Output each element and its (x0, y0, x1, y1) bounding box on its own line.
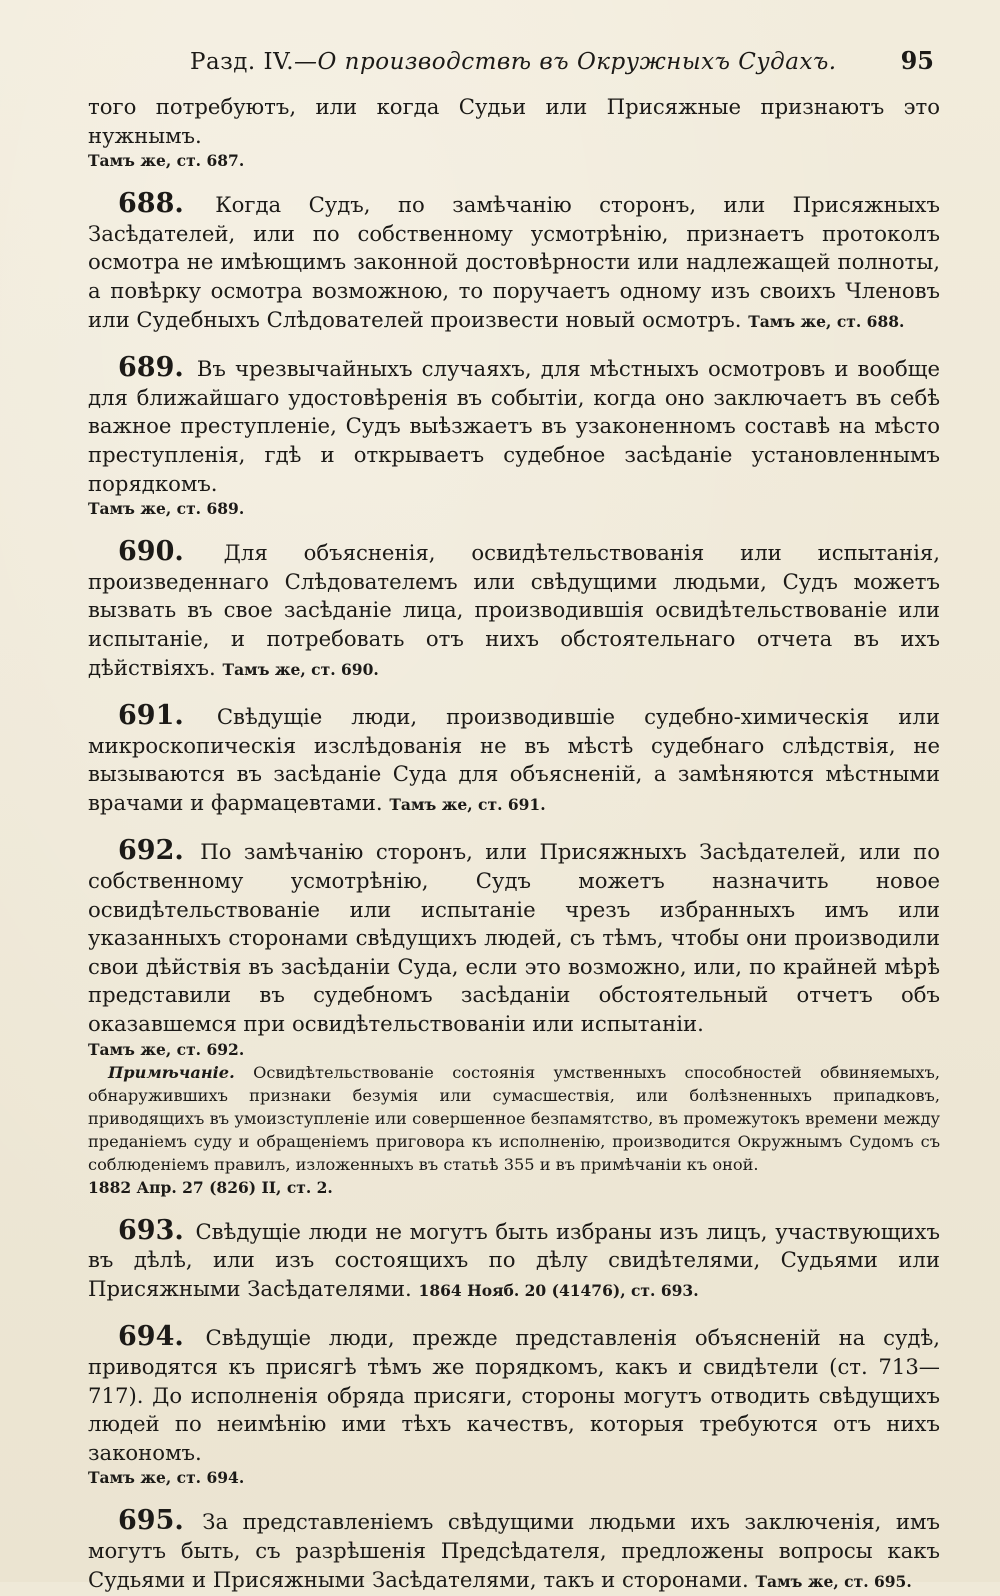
article-number: 692. (118, 835, 184, 867)
header-title (190, 49, 837, 75)
article-number: 691. (118, 700, 184, 732)
source-reference: 1864 Нояб. 20 (41476), ст. 693. (418, 1280, 699, 1300)
source-reference: Тамъ же, ст. 688. (748, 311, 905, 331)
article-689 (88, 354, 940, 498)
article-number: 695. (118, 1505, 184, 1537)
page-body (88, 93, 940, 1596)
page-number: 95 (900, 46, 934, 75)
article-693 (88, 1214, 940, 1306)
header-section: Разд. IV. (190, 49, 295, 75)
continued-text: того потребуютъ, или когда Судьи или Присяжные признаютъ это нужнымъ. (88, 94, 940, 148)
source-reference: Тамъ же, ст. 689. (88, 499, 245, 519)
article-text: Свѣдущіе люди, прежде представленія объясненій на судѣ, приводятся къ присягѣ тѣмъ же порядкомъ, какъ и свидѣтели (ст. 713—717). До исполненія обряда присяги, стороны могутъ отводить свѣдущихъ людей по неимѣнію ими тѣхъ качествъ, которыя требуются отъ нихъ закономъ. (88, 1325, 940, 1465)
article-text: Для объясненія, освидѣтельствованія или испытанія, произведеннаго Слѣдователемъ или свѣдущими людьми, Судъ можетъ вызвать въ свое засѣданіе лица, производившія освидѣтельствованіе или испытаніе, и потребовать отъ нихъ обстоятельнаго отчета въ ихъ дѣйствіяхъ. (88, 540, 940, 680)
source-reference: Тамъ же, ст. 695. (755, 1571, 912, 1591)
article-text: Свѣдущіе люди не могутъ быть избраны изъ лицъ, участвующихъ въ дѣлѣ, или изъ состоящихъ по дѣлу свидѣтелями, Судьями или Присяжными Засѣдателями. (88, 1218, 940, 1301)
article-text: Когда Судъ, по замѣчанію сторонъ, или Присяжныхъ Засѣдателей, или по собственному усмотрѣнію, признаетъ протоколъ осмотра не имѣющимъ законной достовѣрности или надлежащей полноты, а повѣрку осмотра возможною, то поручаетъ одному изъ своихъ Членовъ или Судебныхъ Слѣдователей произвести новый осмотръ. (88, 192, 940, 332)
article-text: По замѣчанію сторонъ, или Присяжныхъ Засѣдателей, или по собственному усмотрѣнію, Судъ можетъ назначить новое освидѣтельствованіе или испытаніе чрезъ избранныхъ имъ или указанныхъ сторонами свѣдущихъ людей, съ тѣмъ, чтобы они производили свои дѣйствія въ засѣданіи Суда, если это возможно, или, по крайней мѣрѣ представили въ судебномъ засѣданіи обстоятельный отчетъ объ оказавшемся при освидѣтельствованіи или испытаніи. (88, 839, 940, 1037)
running-header (190, 46, 934, 75)
article-691 (88, 702, 940, 819)
note-reference: 1882 Апр. 27 (826) II, ст. 2. (88, 1177, 333, 1197)
article-number: 690. (118, 536, 184, 568)
article-number: 693. (118, 1214, 184, 1246)
note-label: Примѣчаніе. (108, 1062, 235, 1082)
continued-paragraph (88, 93, 940, 150)
note-text: Освидѣтельствованіе состоянія умственныхъ способностей обвиняемыхъ, обнаружившихъ признаки безумія или сумасшествія, или болѣзненныхъ припадковъ, приводящихъ въ умоизступленіе или совершенное безпамятство, въ промежутокъ времени между преданіемъ суду и обращеніемъ приговора къ исполненію, производится Окружнымъ Судомъ съ соблюденіемъ правилъ, изложенныхъ въ статьѣ 355 и въ примѣчаніи къ оной. (88, 1062, 940, 1175)
article-number: 689. (118, 352, 184, 384)
source-reference: Тамъ же, ст. 692. (88, 1039, 245, 1059)
article-694 (88, 1323, 940, 1467)
article-note (88, 1061, 940, 1177)
source-reference: Тамъ же, ст. 694. (88, 1468, 245, 1488)
source-reference: Тамъ же, ст. 691. (389, 794, 546, 814)
article-688 (88, 190, 940, 336)
article-text: Въ чрезвычайныхъ случаяхъ, для мѣстныхъ осмотровъ и вообще для ближайшаго удостовѣренія въ событіи, когда оно заключаетъ въ себѣ важное преступленіе, Судъ выѣзжаетъ въ узаконенномъ составѣ на мѣсто преступленія, гдѣ и открываетъ судебное засѣданіе установленнымъ порядкомъ. (88, 356, 940, 496)
article-text: За представленіемъ свѣдущими людьми ихъ заключенія, имъ могутъ быть, съ разрѣшенія Предсѣдателя, предложены вопросы какъ Судьями и Присяжными Засѣдателями, такъ и сторонами. (88, 1509, 940, 1592)
article-text: Свѣдущіе люди, производившіе судебно-химическія или микроскопическія изслѣдованія не въ мѣстѣ судебнаго слѣдствія, не вызываются въ засѣданіе Суда для объясненій, а замѣняются мѣстными врачами и фармацевтами. (88, 704, 940, 815)
article-number: 688. (118, 188, 184, 220)
header-title-text: —О производствѣ въ Окружныхъ Судахъ. (294, 49, 837, 75)
source-reference: Тамъ же, ст. 690. (222, 659, 379, 679)
article-692 (88, 837, 940, 1038)
article-number: 694. (118, 1321, 184, 1353)
source-reference: Тамъ же, ст. 687. (88, 151, 245, 171)
article-690 (88, 538, 940, 684)
article-695 (88, 1507, 940, 1596)
